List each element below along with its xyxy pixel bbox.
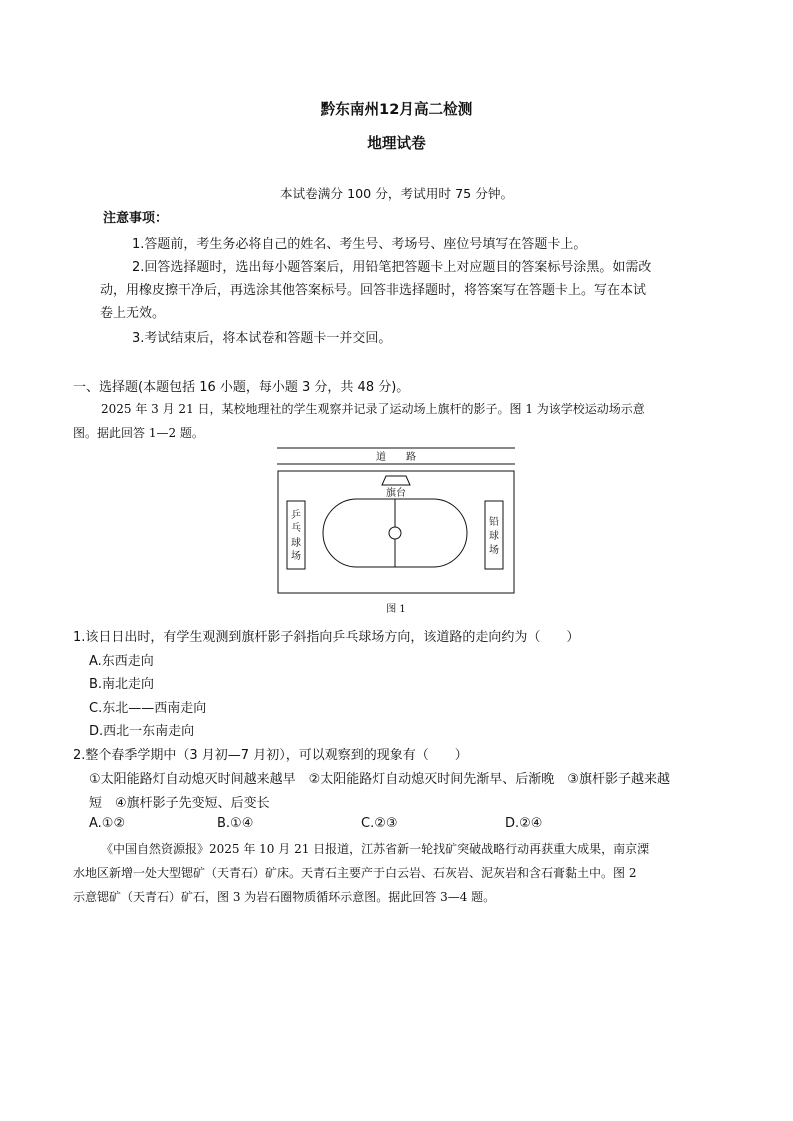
flagstand-label: 旗台 (386, 488, 406, 499)
notice-item-2-line-3: 卷上无效。 (100, 306, 166, 321)
shotput-label-char: 场 (489, 545, 499, 556)
shotput-label-char: 球 (489, 531, 499, 542)
page-title: 黔东南州12月高二检测 (320, 101, 473, 118)
question-1-option-a: A.东西走向 (89, 654, 154, 669)
question-1-option-b: B.南北走向 (89, 677, 155, 692)
shotput-label-char: 铅 (489, 517, 499, 528)
passage-2-line-2: 水地区新增一处大型锶矿（天青石）矿床。天青石主要产于白云岩、石灰岩、泥灰岩和含石膏黏土中。图 2 (73, 866, 637, 880)
exam-info: 本试卷满分 100 分，考试用时 75 分钟。 (279, 186, 514, 201)
notice-item-2-line-1: 2.回答选择题时，选出每小题答案后，用铅笔把答题卡上对应题目的答案标号涂黑。如需改 (132, 260, 652, 275)
question-2-statements-line-1: ①太阳能路灯自动熄灭时间越来越早 ②太阳能路灯自动熄灭时间先渐早、后渐晚 ③旗杆影子越来越 (89, 772, 670, 787)
question-2-option-a: A.①② (89, 816, 126, 831)
pingpong-label-char: 场 (291, 551, 301, 562)
pingpong-label-char: 球 (291, 538, 301, 549)
passage-2-line-1: 《中国自然资源报》2025 年 10 月 21 日报道，江苏省新一轮找矿突破战略行动再获重大成果，南京溧 (101, 842, 650, 856)
figure-caption: 图 1 (386, 604, 406, 615)
pingpong-label-char: 乒 (291, 510, 301, 521)
passage-2-line-3: 示意锶矿（天青石）矿石，图 3 为岩石圈物质循环示意图。据此回答 3—4 题。 (73, 890, 496, 904)
question-1-option-c: C.东北——西南走向 (89, 701, 207, 716)
notice-item-1: 1.答题前，考生务必将自己的姓名、考生号、考场号、座位号填写在答题卡上。 (132, 237, 587, 252)
question-1-option-d: D.西北一东南走向 (89, 724, 195, 739)
track-center-circle (389, 527, 401, 539)
question-2-option-d: D.②④ (505, 816, 543, 831)
page-subtitle: 地理试卷 (367, 135, 426, 152)
pingpong-label-char: 乓 (291, 523, 301, 534)
notice-item-2-line-2: 动，用橡皮擦干净后，再选涂其他答案标号。回答非选择题时，将答案写在答题卡上。写在本试 (100, 283, 647, 298)
passage-1-line-1: 2025 年 3 月 21 日，某校地理社的学生观察并记录了运动场上旗杆的影子。图 1 为该学校运动场示意 (101, 402, 645, 416)
road-label: 道 路 (376, 452, 416, 463)
question-2-option-c: C.②③ (361, 816, 398, 831)
sports-field-diagram (276, 447, 516, 617)
question-2-statements-line-2: 短 ④旗杆影子先变短、后变长 (89, 796, 270, 811)
question-2-option-b: B.①④ (217, 816, 254, 831)
question-1-stem: 1.该日日出时，有学生观测到旗杆影子斜指向乒乓球场方向，该道路的走向约为（ ） (73, 630, 580, 645)
section-heading: 一、选择题(本题包括 16 小题，每小题 3 分，共 48 分)。 (73, 380, 410, 395)
passage-1-line-2: 图。据此回答 1—2 题。 (73, 426, 204, 440)
notice-item-3: 3.考试结束后，将本试卷和答题卡一并交回。 (132, 331, 392, 346)
flagstand-icon (382, 476, 410, 485)
question-2-stem: 2.整个春季学期中（3 月初—7 月初），可以观察到的现象有（ ） (73, 748, 468, 763)
notice-heading: 注意事项： (103, 211, 169, 226)
